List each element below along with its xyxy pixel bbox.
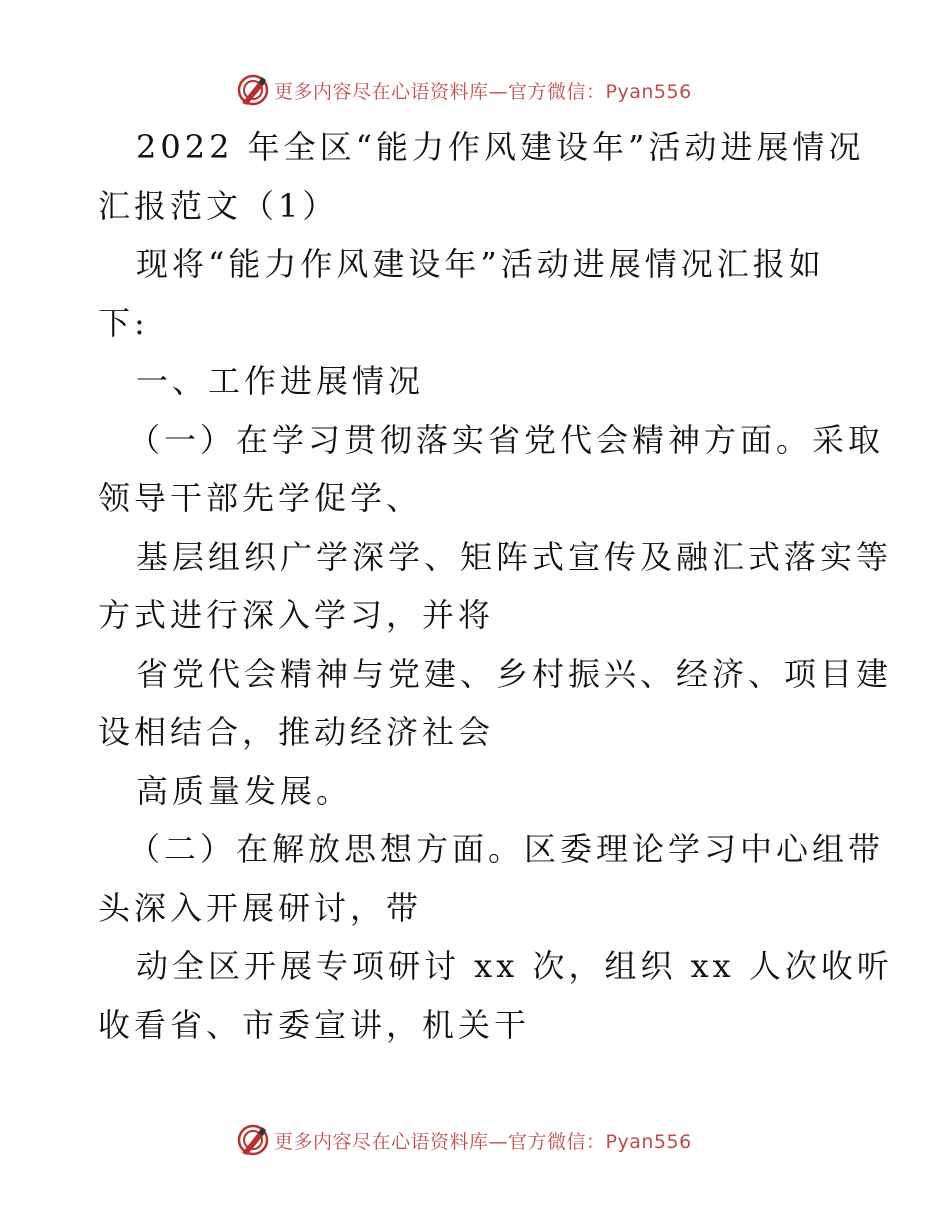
- doc-line: 2022 年全区“能力作风建设年”活动进展情况: [136, 128, 865, 166]
- doc-line: 动全区开展专项研讨 xx 次，组织 xx 人次收听: [136, 947, 893, 985]
- doc-line: 设相结合，推动经济社会: [98, 713, 495, 751]
- doc-line: （一）在学习贯彻落实省党代会精神方面。采取: [128, 420, 885, 459]
- doc-line: 头深入开展研讨，带: [98, 888, 423, 927]
- pen-logo-icon: [236, 73, 270, 107]
- doc-line: 省党代会精神与党建、乡村振兴、经济、项目建: [136, 654, 893, 693]
- document-body: [98, 118, 893, 1054]
- doc-line: 领导干部先学促学、: [98, 479, 423, 517]
- doc-line: 基层组织广学深学、矩阵式宣传及融汇式落实等: [136, 537, 893, 576]
- watermark-text: 更多内容尽在心语资料库—官方微信：Pyan556: [274, 80, 692, 103]
- watermark-text: 更多内容尽在心语资料库—官方微信：Pyan556: [274, 1130, 692, 1153]
- doc-line: 方式进行深入学习，并将: [98, 596, 495, 634]
- doc-line: 汇报范文（1）: [98, 186, 339, 225]
- doc-line: 高质量发展。: [136, 771, 353, 810]
- doc-line: 现将“能力作风建设年”活动进展情况汇报如: [136, 245, 825, 283]
- doc-line: （二）在解放思想方面。区委理论学习中心组带: [128, 830, 885, 868]
- doc-line: 下:: [98, 303, 149, 342]
- doc-line: 收看省、市委宣讲，机关干: [98, 1005, 531, 1044]
- doc-line: 一、工作进展情况: [136, 362, 425, 400]
- pen-logo-icon: [236, 1123, 270, 1157]
- watermark-footer: [236, 1122, 692, 1158]
- watermark-header: [236, 72, 692, 108]
